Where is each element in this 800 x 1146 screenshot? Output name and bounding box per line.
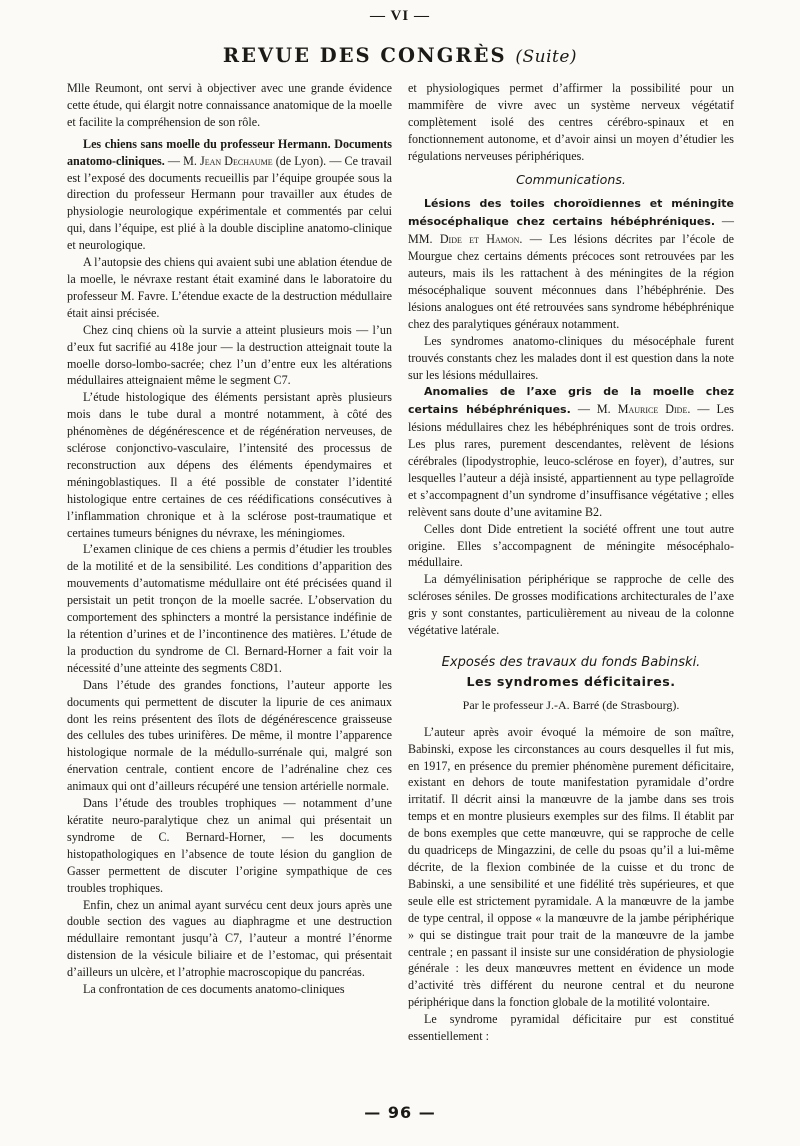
paragraph: Mlle Reumont, ont servi à objectiver avec une grande évidence cette étude, qui élargit notre connaissance anatomique de la moelle et facilite la compréhension de son rôle. [67,81,392,129]
paragraph: L’examen clinique de ces chiens a permis d’étudier les troubles de la motilité et de la sensibilité. Les conditions d’apparition des mouvements d’automatisme médullaire ont été précisées quand il persistait un petit tronçon de la moelle sacrée. L’observation du comportement des sphincters a montré la persistance indéfinie de la rétention d’urines et de l’incontinence des matières. L’étude de la production du syndrome de Cl. Bernard-Horner a fait voir la nécessité d’une atteinte des segments C8D1. [67,542,392,675]
paragraph: La confrontation de ces documents anatomo-cliniques [83,982,345,997]
paragraph: La démyélinisation périphérique se rapproche de celle des scléroses séniles. De grosses modifications architecturales de l’axe gris y sont constantes, particulièrement au niveau de la colonne végétative latérale. [408,572,734,638]
page-title-suffix: (Suite) [515,47,578,67]
paragraph: Dans l’étude des grandes fonctions, l’auteur apporte les documents qui permettent de discuter la lipurie de ces animaux dont les reins présentent des îlots de dégénérescence graisseuse des cellules des tubes urinifères. De même, il montre l’apparence histologique normale de la médullo-surrénale qui, malgré son énervation centrale, contient encore de l’adrénaline chez ces animaux qui ont d’ailleurs récupéré une tension artérielle normale. [67,677,392,794]
byline: Par le professeur J.-A. Barré (de Strasbourg). [462,697,680,712]
section-title: Les syndromes déficitaires. [466,673,676,689]
paragraph: Le syndrome pyramidal déficitaire pur est constitué essentiellement : [408,1012,734,1044]
article-author: — M. Jean Dechaume [167,153,273,168]
paragraph: A l’autopsie des chiens qui avaient subi une ablation étendue de la moelle, le névraxe restant était examiné dans le laboratoire du professeur M. Favre. L’étendue exacte de la destruction médullaire était ainsi précisée. [67,255,392,320]
article-title: Lésions des toiles choroïdiennes et méningite mésocéphalique chez certains hébéphréniques. [408,197,734,229]
article-body: — Les lésions décrites par l’école de Mourgue chez certains déments précoces sont retrouvées par les auteurs, mais ils les rattachent à des méningites de la région mésocéphalique souvent méconnues dans l’hébéphrénie. Des lésions analogues ont été retrouvées sans syndrome hébéphrénique chez des paralytiques généraux notamment. [408,232,735,331]
article-author: — MM. Dide et Hamon. [408,214,734,247]
paragraph: Les syndromes anatomo-cliniques du mésocéphale furent trouvés constants chez les malades dont il est question dans la note sur les lésions médullaires. [408,333,734,382]
article-title: Anomalies de l’axe gris de la moelle chez certains hébéphréniques. [408,385,734,417]
left-column [67,80,392,998]
paragraph: L’auteur après avoir évoqué la mémoire de son maître, Babinski, expose les circonstances au cours desquelles il fut mis, en 1917, en présence du premier phénomène purement déficitaire, existant en dehors de toute manifestation pyramidale d’ordre irritatif. Il décrit ainsi la manœuvre de la jambe dans ses trois temps et en montre plusieurs exemples sur des films. Il établit par de bons exemples que cette manœuvre, qui se rapproche de celle du quadriceps de Mingazzini, de celle du psoas qu’il a lui-même décrite, de la flexion combinée de la cuisse et du tronc de Babinski, a une sensibilité et une fidélité très supérieures, et que seule elle est strictement pyramidale. A la manœuvre de la jambe de type central, il oppose « la manœuvre de la jambe périphérique » qui se distingue trait pour trait de la manœuvre de la jambe centrale ; en passant il insiste sur une considération de physiologie générale : les deux manœuvres mettent en évidence un mode d’activité très différent du neurone central et du neurone périphérique dans la fonction globale de la motilité volontaire. [408,724,734,1010]
page-title-text: REVUE DES CONGRÈS [222,44,507,67]
paragraph: Enfin, chez un animal ayant survécu cent deux jours après une double section des vagues au diaphragme et une destruction médullaire remontant jusqu’à C7, l’auteur a montré l’énorme distension de la vésicule biliaire et de l’estomac, qui présentait d’ailleurs un ulcère, et l’atrophie macroscopique du pancréas. [67,897,392,980]
article-body: (de Lyon). — Ce travail est l’exposé des documents recueillis par l’équipe groupée sous la direction du professeur Hermann pour travailler aux études de physiologie neurologique expérimentale et commentés par celui qui, dans l’équipe, est plié à la double discipline anatomo-clinique et neurologique. [67,153,392,253]
paragraph: L’étude histologique des éléments persistant après plusieurs mois dans le tube dural a montré notamment, à côté des phénomènes de dégénérescence et de régénération nerveuses, de sclérose conjonctivo-vasculaire, l’intensité des processus de reconstruction aux dépens des éléments épendymaires et méningoblastiques. Il a été possible de constater l’identité histologique entre certaines de ces réédifications consécutives à l’inflammation chronique et à la sclérose post-traumatique et certaines tumeurs bénignes du névraxe, les méningiomes. [67,390,392,540]
article-hermann [67,136,392,254]
article-author: — M. Maurice Dide. [577,402,691,417]
communications-heading: Communications. [516,171,626,187]
paragraph: et physiologiques permet d’affirmer la possibilité pour un mammifère de vivre avec un système nerveux végétatif complètement isolé des centres cérébro-spinaux et en fonctionnement autonome, et d’avoir ainsi un moyen d’étudier les régulations nerveuses périphériques. [408,81,734,163]
article-choroid-lesions [408,195,734,332]
roman-page-number: — VI — [370,8,430,24]
article-gray-axis [408,383,734,520]
right-column [408,80,734,1045]
paragraph: Chez cinq chiens où la survie a atteint plusieurs mois — l’un d’eux fut sacrifié au 418e jour — la destruction atteignait toute la moelle dorso-lombo-sacrée; chez l’un d’entre eux les altérations médullaires atteignaient même le segment C7. [67,322,392,388]
article-body: — Les lésions médullaires chez les hébéphréniques sont de trois ordres. Les plus rares, purement descendantes, relèvent de lésions cérébrales (lipodystrophie, leuco-sclérose en foyer), d’autres, sur lesquelles l’auteur a déjà insisté, appartiennent au type pellagroïde et s’accompagnent d’un syndrome d’insuffisance végétative ; elles relèvent sans doute d’une avitamine B2. [408,402,734,519]
paragraph: Dans l’étude des troubles trophiques — notamment d’une kératite neuro-paralytique chez un animal qui présentait un syndrome de C. Bernard-Horner, — les documents histopathologiques en l’absence de toute lésion du ganglion de Gasser permettent de discuter l’origine sympathique de ces troubles trophiques. [67,796,392,895]
paragraph: Celles dont Dide entretient la société offrent une tout autre origine. Elles s’accompagnent de méningite mésocéphalo-médullaire. [408,521,734,570]
babinski-heading: Exposés des travaux du fonds Babinski. [441,655,701,670]
page-title [0,44,800,67]
article-title: Les chiens sans moelle du professeur Hermann. Documents anatomo-cliniques. [67,136,392,168]
page-number: — 96 — [364,1103,436,1122]
